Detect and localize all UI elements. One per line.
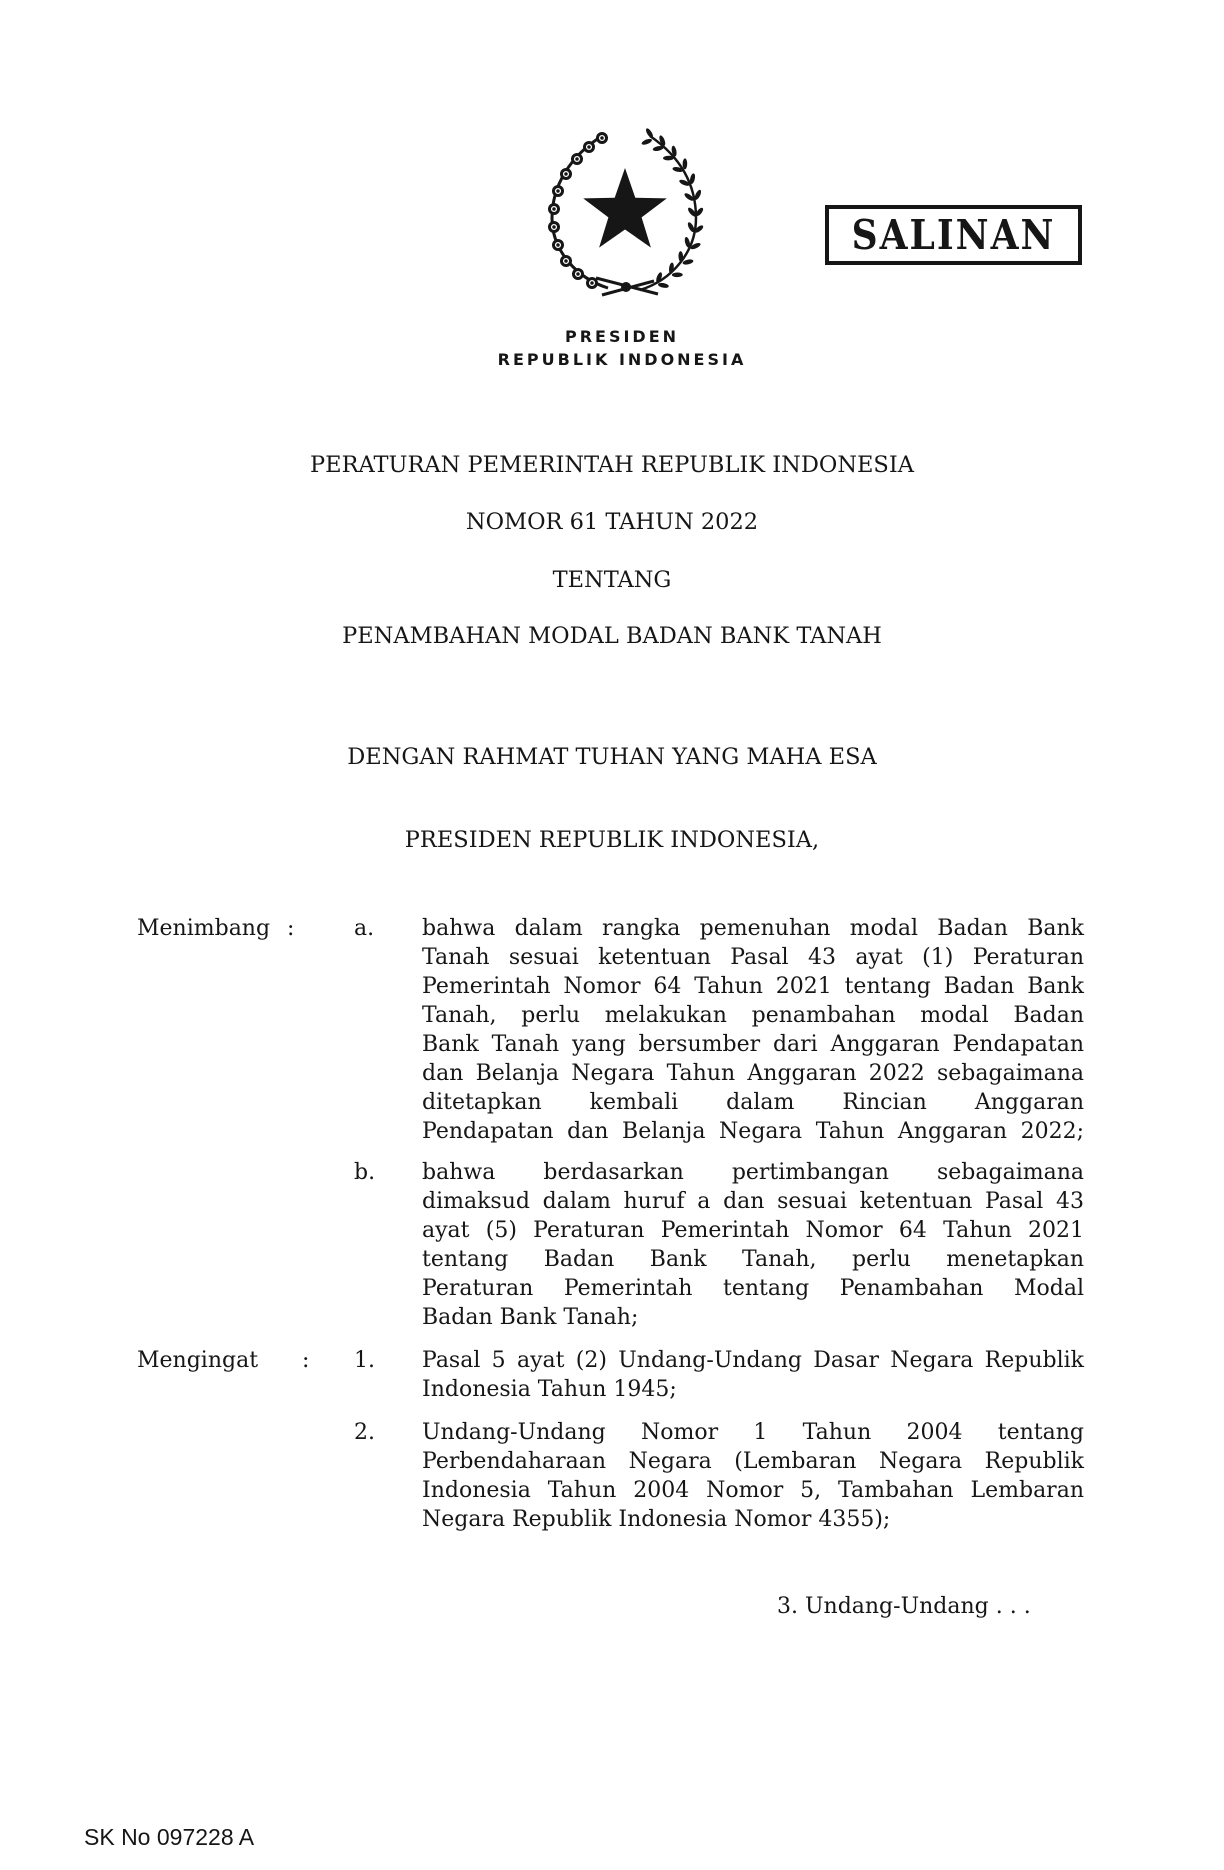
text-line: bahwa dalam rangka pemenuhan modal Badan Bank — [422, 916, 1084, 941]
text-line: ditetapkan kembali dalam Rincian Anggaran — [422, 1090, 1084, 1115]
header-republic: REPUBLIK INDONESIA — [497, 350, 747, 369]
item-marker-a: a. — [354, 916, 375, 941]
text-line: Badan Bank Tanah; — [422, 1305, 639, 1330]
text-line: Bank Tanah yang bersumber dari Anggaran Pendapatan — [422, 1032, 1084, 1057]
page-continuation: 3. Undang-Undang . . . — [777, 1594, 1031, 1619]
text-line: dimaksud dalam huruf a dan sesuai ketentuan Pasal 43 — [422, 1189, 1084, 1214]
text-line: tentang Badan Bank Tanah, perlu menetapkan — [422, 1247, 1084, 1272]
text-line: Negara Republik Indonesia Nomor 4355); — [422, 1507, 891, 1532]
preamble-issuer: PRESIDEN REPUBLIK INDONESIA, — [404, 827, 820, 853]
header-president: PRESIDEN — [564, 327, 680, 346]
menimbang-colon: : — [287, 916, 295, 941]
menimbang-label: Menimbang — [137, 916, 271, 941]
text-line: Peraturan Pemerintah tentang Penambahan Modal — [422, 1276, 1084, 1301]
text-line: bahwa berdasarkan pertimbangan sebagaimana — [422, 1160, 1084, 1185]
text-line: Perbendaharaan Negara (Lembaran Negara Republik — [422, 1449, 1084, 1474]
mengingat-item-2 — [422, 1418, 1084, 1534]
mengingat-label: Mengingat — [137, 1348, 259, 1373]
text-line: Tanah, perlu melakukan penambahan modal Badan — [422, 1003, 1084, 1028]
regulation-number: NOMOR 61 TAHUN 2022 — [465, 509, 759, 535]
text-line: Indonesia Tahun 1945; — [422, 1377, 677, 1402]
regulation-about: TENTANG — [552, 567, 672, 593]
text-line: Tanah sesuai ketentuan Pasal 43 ayat (1) Peraturan — [422, 945, 1084, 970]
presidential-star-wreath-icon — [544, 128, 704, 298]
regulation-subject: PENAMBAHAN MODAL BADAN BANK TANAH — [342, 623, 882, 649]
text-line: Pemerintah Nomor 64 Tahun 2021 tentang Badan Bank — [422, 974, 1084, 999]
menimbang-item-a — [422, 914, 1084, 1146]
item-marker-b: b. — [354, 1160, 376, 1185]
mengingat-colon: : — [302, 1348, 310, 1373]
text-line: Pasal 5 ayat (2) Undang-Undang Dasar Negara Republik — [422, 1348, 1084, 1373]
mengingat-item-1 — [422, 1346, 1084, 1404]
star-shape — [583, 168, 667, 248]
copy-stamp-label: SALINAN — [851, 210, 1056, 260]
text-line: ayat (5) Peraturan Pemerintah Nomor 64 Tahun 2021 — [422, 1218, 1084, 1243]
text-line: dan Belanja Negara Tahun Anggaran 2022 sebagaimana — [422, 1061, 1084, 1086]
text-line: Pendapatan dan Belanja Negara Tahun Anggaran 2022; — [422, 1119, 1084, 1144]
document-code: SK No 097228 A — [84, 1824, 255, 1850]
item-marker-2: 2. — [354, 1420, 375, 1445]
item-marker-1: 1. — [354, 1348, 375, 1373]
regulation-title: PERATURAN PEMERINTAH REPUBLIK INDONESIA — [310, 452, 914, 478]
menimbang-item-b — [422, 1158, 1084, 1332]
text-line: Undang-Undang Nomor 1 Tahun 2004 tentang — [422, 1420, 1084, 1445]
cotton-wreath — [548, 132, 608, 289]
text-line: Indonesia Tahun 2004 Nomor 5, Tambahan Lembaran — [422, 1478, 1084, 1503]
preamble-invocation: DENGAN RAHMAT TUHAN YANG MAHA ESA — [347, 744, 877, 770]
copy-stamp — [825, 205, 1082, 265]
